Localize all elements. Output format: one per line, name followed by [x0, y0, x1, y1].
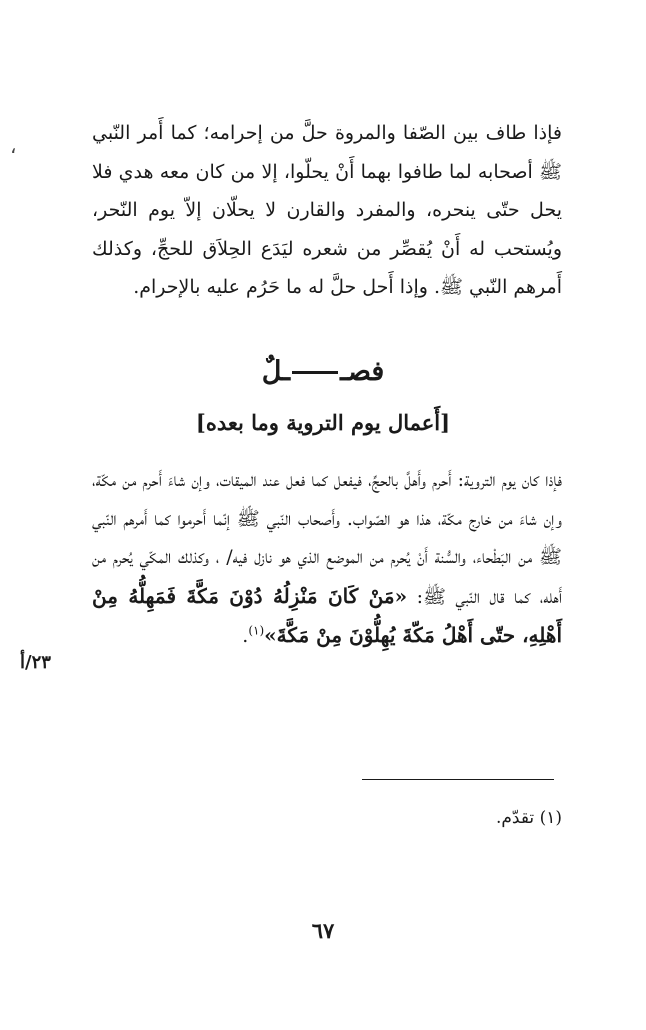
heading-kashida-rule	[292, 371, 338, 374]
page-number: ٦٧	[311, 918, 335, 943]
end-punctuation: .	[242, 625, 249, 647]
heading-start: فصـ	[340, 356, 385, 387]
footnote	[496, 808, 562, 828]
section-heading-fasl	[0, 356, 646, 387]
footnote-number: (١)	[539, 808, 562, 828]
hadith-quote: «مَنْ كَانَ مَنْزِلُهُ دُوْنَ مَكَّةَ فَمَهِلُّهُ مِنْ أَهْلِهِ، حتّى أَهْلُ مَكّةَ يُهِلُّوْنَ مِنْ مَكَّةَ»	[92, 583, 562, 647]
footnote-text: تقدّم.	[495, 808, 535, 828]
footnote-divider	[362, 779, 554, 780]
paragraph-text: فإذا طاف بين الصّفا والمروة حلَّ من إحرامه؛ كما أَمر النّبي ﷺ أصحابه لما طافوا بهما أَنْ يحلّوا، إلا من كان معه هدي فلا يحل حتّى ينحره، والمفرد والقارن لا يحلّان إلاّ يوم النّحر، ويُستحب له أَنْ يُقصِّر من شعره ليَدَع الحِلاَق للحجِّ، وكذلك أَمرهم النّبي ﷺ. وإذا أَحل حلَّ له ما حَرُم عليه بالإحرام.	[92, 122, 562, 298]
footnote-reference[interactable]: (١)	[248, 623, 265, 638]
paragraph-tarwiyah	[92, 461, 562, 656]
heading-end: ـلٌ	[261, 356, 291, 387]
paragraph-text: فإذا كان يوم التروية: أَحرم وأَهلَّ بالحجِّ، فيفعل كما فعل عند الميقات، وإن شاءَ أَحرم من مكّة، وإن شاءَ من خارج مكّة، هذا هو الصّواب. وأَصحاب النّبي ﷺ إنّما أَحرموا كما أَمرهم النّبي ﷺ من البَطْحاء، والسُّنة أَنْ يُحرم من الموضع الذي هو نازل فيه/ ، وكذلك المكّي يُحرم من أَهله، كما قال النّبي ﷺ:	[92, 469, 562, 608]
paragraph-hajj-tawaf	[92, 114, 562, 307]
margin-mark: ،	[10, 134, 17, 158]
section-subheading: [أَعمال يوم التروية وما بعده]	[195, 410, 451, 435]
manuscript-folio-ref: ٢٣/أ	[20, 652, 51, 673]
